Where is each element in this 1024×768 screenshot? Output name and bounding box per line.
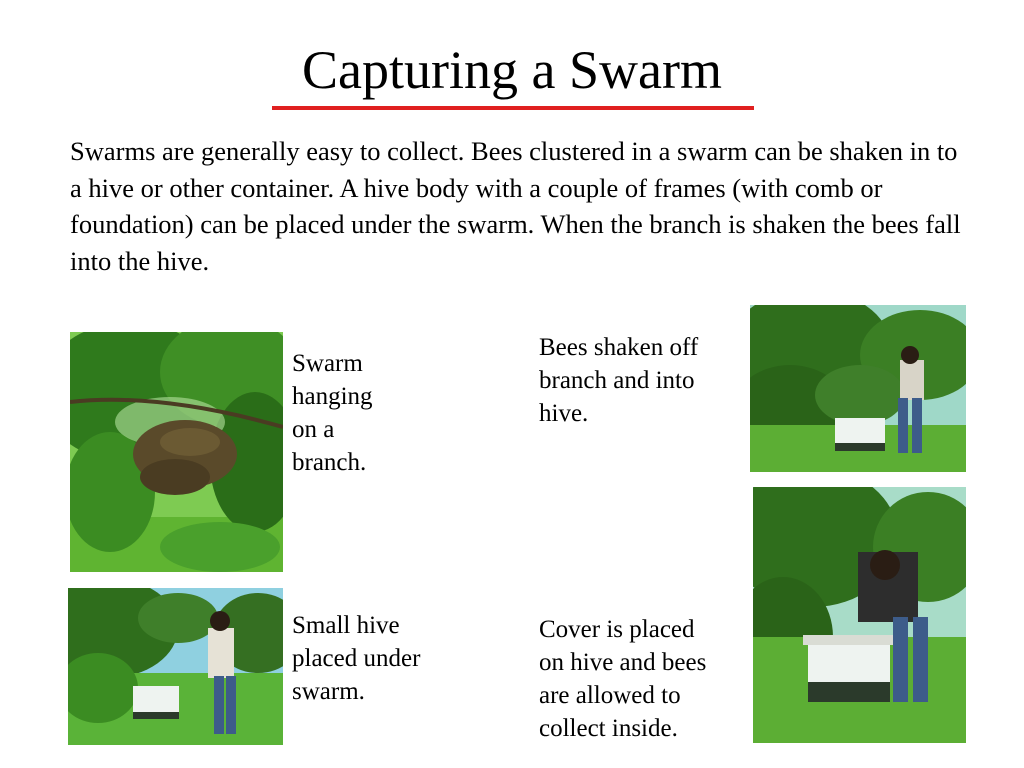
shaken-caption: Bees shaken off branch and into hive. bbox=[539, 334, 699, 427]
swarm-caption: Swarm hanging on a branch. bbox=[292, 350, 373, 476]
bees-shaken-photo bbox=[750, 305, 966, 472]
small-hive-caption: Small hive placed under swarm. bbox=[292, 612, 421, 705]
cover-caption: Cover is placed on hive and bees are allowed to collect inside. bbox=[539, 616, 707, 742]
small-hive-photo bbox=[68, 588, 283, 745]
title-underline bbox=[272, 106, 754, 110]
slide-title: Capturing a Swarm bbox=[302, 40, 722, 100]
cover-hive-photo bbox=[753, 487, 966, 743]
intro-paragraph: Swarms are generally easy to collect. Bees clustered in a swarm can be shaken in to a hive or other container. A hive body with a couple of frames (with comb or foundation) can be placed under the swarm. When the branch is shaken the bees fall into the hive. bbox=[70, 136, 961, 276]
swarm-on-branch-photo bbox=[70, 332, 283, 572]
